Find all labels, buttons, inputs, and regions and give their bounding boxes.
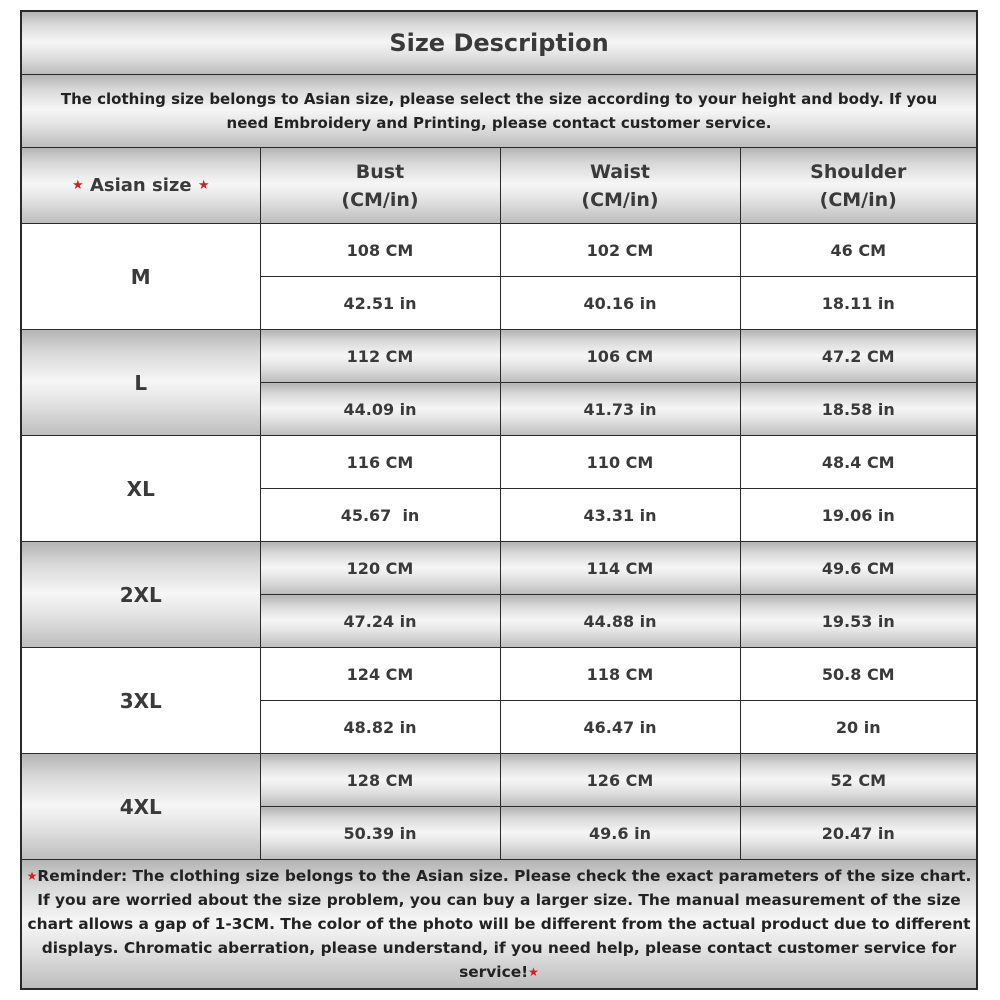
size-chart [20, 10, 978, 990]
table-cell: 45.67 in [260, 489, 500, 542]
table-cell: 114 CM [500, 542, 740, 595]
table-cell: 48.4 CM [740, 436, 976, 489]
table-cell: 120 CM [260, 542, 500, 595]
table-header-row [22, 148, 976, 224]
reminder-box [22, 860, 976, 988]
waist-header [500, 148, 740, 224]
table-cell: 52 CM [740, 754, 976, 807]
table-cell: 20.47 in [740, 807, 976, 860]
table-cell: 50.39 in [260, 807, 500, 860]
table-cell: 46.47 in [500, 701, 740, 754]
table-row [22, 330, 976, 383]
size-chart-title [22, 12, 976, 75]
asian-size-header [22, 148, 260, 224]
shoulder-header [740, 148, 976, 224]
table-cell: 19.53 in [740, 595, 976, 648]
size-label: L [22, 330, 260, 436]
column-unit: (CM/in) [341, 188, 419, 211]
table-cell: 116 CM [260, 436, 500, 489]
table-cell: 108 CM [260, 224, 500, 277]
table-cell: 126 CM [500, 754, 740, 807]
size-label: M [22, 224, 260, 330]
size-label: 3XL [22, 648, 260, 754]
table-cell: 102 CM [500, 224, 740, 277]
size-label: XL [22, 436, 260, 542]
asian-size-label: Asian size [89, 175, 192, 196]
table-cell: 18.11 in [740, 277, 976, 330]
table-cell: 48.82 in [260, 701, 500, 754]
table-cell: 128 CM [260, 754, 500, 807]
reminder-paragraph [26, 864, 972, 984]
table-row [22, 436, 976, 489]
size-label: 2XL [22, 542, 260, 648]
table-cell: 41.73 in [500, 383, 740, 436]
red-star-icon: ★ [528, 965, 539, 979]
title-text: Size Description [389, 29, 609, 57]
table-cell: 43.31 in [500, 489, 740, 542]
table-cell: 118 CM [500, 648, 740, 701]
column-unit: (CM/in) [819, 188, 897, 211]
red-star-icon: ★ [26, 869, 38, 883]
table-cell: 20 in [740, 701, 976, 754]
column-name: Waist [589, 160, 650, 183]
column-name: Shoulder [810, 160, 907, 183]
size-note [22, 75, 976, 148]
red-star-icon: ★ [72, 178, 84, 193]
table-row [22, 754, 976, 807]
table-cell: 42.51 in [260, 277, 500, 330]
note-text: The clothing size belongs to Asian size, please select the size according to your height and body. If you need Embroidery and Printing, please contact customer service. [60, 90, 938, 132]
table-cell: 46 CM [740, 224, 976, 277]
table-cell: 112 CM [260, 330, 500, 383]
table-cell: 49.6 CM [740, 542, 976, 595]
size-label: 4XL [22, 754, 260, 860]
table-row [22, 224, 976, 277]
table-cell: 124 CM [260, 648, 500, 701]
bust-header [260, 148, 500, 224]
red-star-icon: ★ [197, 178, 210, 193]
table-cell: 47.24 in [260, 595, 500, 648]
table-cell: 44.09 in [260, 383, 500, 436]
table-cell: 40.16 in [500, 277, 740, 330]
table-cell: 106 CM [500, 330, 740, 383]
column-unit: (CM/in) [581, 188, 659, 211]
table-cell: 44.88 in [500, 595, 740, 648]
table-row [22, 648, 976, 701]
table-cell: 49.6 in [500, 807, 740, 860]
column-name: Bust [355, 160, 405, 183]
table-cell: 47.2 CM [740, 330, 976, 383]
table-cell: 19.06 in [740, 489, 976, 542]
table-cell: 18.58 in [740, 383, 976, 436]
table-cell: 50.8 CM [740, 648, 976, 701]
size-table [22, 148, 976, 860]
reminder-text: Reminder: The clothing size belongs to the Asian size. Please check the exact parameters of the size chart. If you are worried about the size problem, you can buy a larger size. The manual measurement of the size chart allows a gap of 1-3CM. The color of the photo will be different from the actual product due to different displays. Chromatic aberration, please understand, if you need help, please contact customer service for service! [27, 867, 972, 981]
table-cell: 110 CM [500, 436, 740, 489]
table-row [22, 542, 976, 595]
